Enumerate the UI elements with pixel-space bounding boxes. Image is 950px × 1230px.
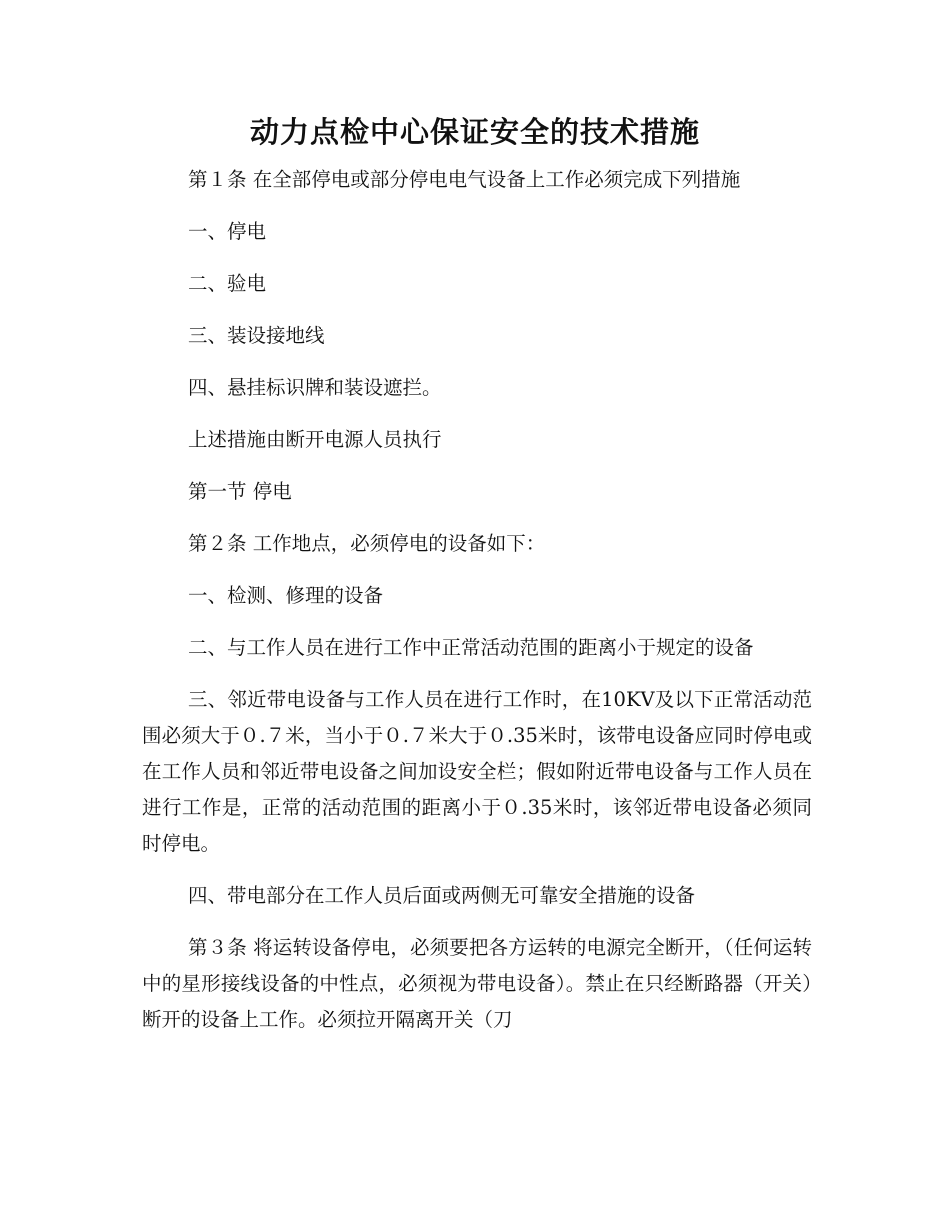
section-heading-power-off: 第一节 停电 [188, 480, 292, 503]
paragraph-executor: 上述措施由断开电源人员执行 [188, 428, 442, 451]
paragraph-article-2-item-2: 二、与工作人员在进行工作中正常活动范围的距离小于规定的设备 [188, 636, 754, 659]
paragraph-article-2-item-3: 三、邻近带电设备与工作人员在进行工作时，在10KV及以下正常活动范围必须大于０.７米，当小于０.７米大于０.35米时，该带电设备应同时停电或在工作人员和邻近带电设备之间加设安全栏；假如附近带电设备与工作人员在进行工作是，正常的活动范围的距离小于０.35米时，该邻近带电设备必须同时停电。 [142, 688, 812, 855]
document-title: 动力点检中心保证安全的技术措施 [249, 115, 700, 149]
document-body [142, 162, 812, 1054]
paragraph-item-power-off: 一、停电 [188, 220, 267, 243]
paragraph-item-signs: 四、悬挂标识牌和装设遮拦。 [188, 376, 442, 399]
paragraph-article-3: 第３条 将运转设备停电，必须要把各方运转的电源完全断开，（任何运转中的星形接线设备的中性点，必须视为带电设备）。禁止在只经断路器（开关）断开的设备上工作。必须拉开隔离开关（刀 [142, 936, 812, 1031]
paragraph-item-grounding: 三、装设接地线 [188, 324, 325, 347]
paragraph-item-verify: 二、验电 [188, 272, 267, 295]
paragraph-article-1: 第１条 在全部停电或部分停电电气设备上工作必须完成下列措施 [188, 168, 741, 191]
paragraph-article-2-item-4: 四、带电部分在工作人员后面或两侧无可靠安全措施的设备 [188, 884, 696, 907]
paragraph-article-2: 第２条 工作地点，必须停电的设备如下： [188, 532, 546, 555]
paragraph-article-2-item-1: 一、检测、修理的设备 [188, 584, 384, 607]
